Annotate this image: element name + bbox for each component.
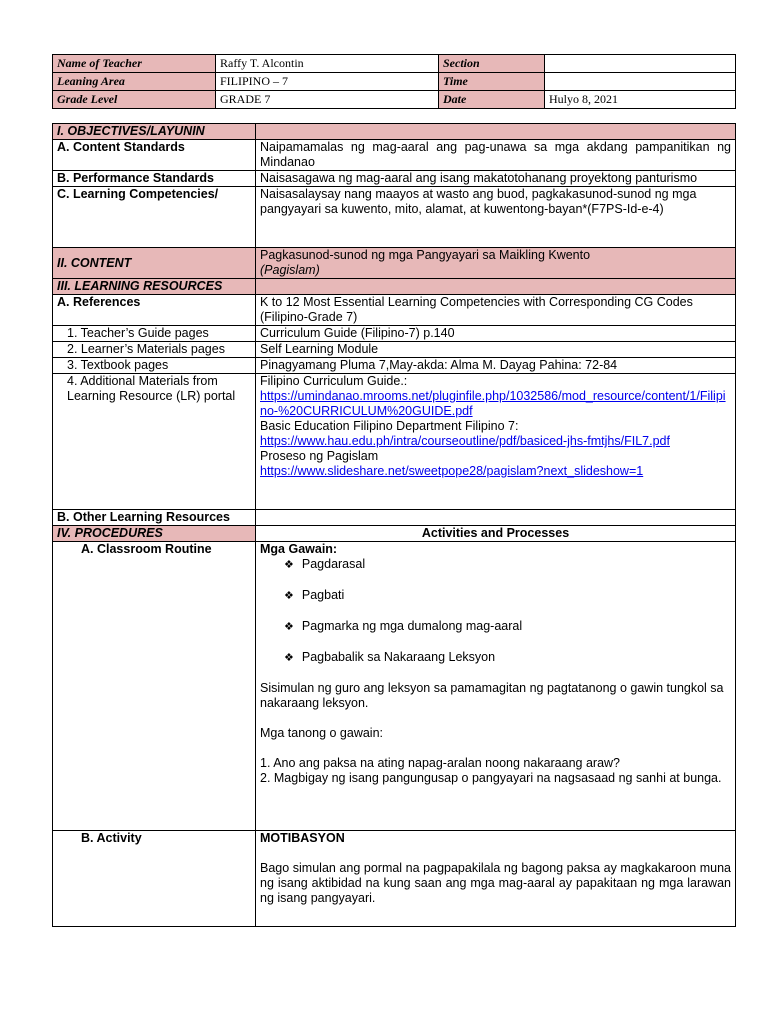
performance-standards-text: Naisasagawa ng mag-aaral ang isang makatotohanang proyektong panturismo bbox=[256, 171, 736, 187]
teachers-guide-text: Curriculum Guide (Filipino-7) p.140 bbox=[256, 326, 736, 342]
lr-link-3[interactable]: https://www.slideshare.net/sweetpope28/pagislam?next_slideshow=1 bbox=[260, 464, 644, 478]
resources-heading-blank bbox=[256, 279, 736, 295]
content-cell bbox=[256, 248, 736, 279]
list-item: ❖ Pagmarka ng mga dumalong mag-aaral bbox=[284, 619, 731, 635]
other-resources-text bbox=[256, 510, 736, 526]
references-text: K to 12 Most Essential Learning Competencies with Corresponding CG Codes (Filipino-Grade 7) bbox=[256, 295, 736, 326]
list-item: ❖ Pagbabalik sa Nakaraang Leksyon bbox=[284, 650, 731, 666]
table-row bbox=[53, 542, 736, 831]
section-label: Section bbox=[439, 55, 545, 73]
learning-area-label: Leaning Area bbox=[53, 73, 216, 91]
additional-materials-cell bbox=[256, 374, 736, 510]
content-text: Pagkasunod-sunod ng mga Pangyayari sa Maikling Kwento bbox=[260, 248, 591, 262]
lr-item-1: Filipino Curriculum Guide.: bbox=[260, 374, 408, 388]
table-row bbox=[53, 326, 736, 342]
header-row bbox=[53, 73, 736, 91]
header-row bbox=[53, 55, 736, 73]
content-heading: II. CONTENT bbox=[53, 248, 256, 279]
performance-standards-label: B. Performance Standards bbox=[53, 171, 256, 187]
header-row bbox=[53, 91, 736, 109]
table-row bbox=[53, 342, 736, 358]
table-row bbox=[53, 171, 736, 187]
other-resources-label: B. Other Learning Resources bbox=[53, 510, 256, 526]
activities-heading: Activities and Processes bbox=[256, 526, 736, 542]
time-value bbox=[545, 73, 736, 91]
routine-question-2: 2. Magbigay ng isang pangungusap o pangyayari na nagsasaad ng sanhi at bunga. bbox=[260, 771, 722, 785]
table-row bbox=[53, 358, 736, 374]
routine-questions-title: Mga tanong o gawain: bbox=[260, 726, 384, 740]
resources-heading-row bbox=[53, 279, 736, 295]
date-label: Date bbox=[439, 91, 545, 109]
grade-level-label: Grade Level bbox=[53, 91, 216, 109]
header-table bbox=[52, 54, 736, 109]
lr-item-3: Proseso ng Pagislam bbox=[260, 449, 379, 463]
date-value: Hulyo 8, 2021 bbox=[545, 91, 736, 109]
routine-intro: Sisimulan ng guro ang leksyon sa pamamagitan ng pagtatanong o gawin tungkol sa nakaraang leksyon. bbox=[260, 681, 724, 710]
table-row bbox=[53, 295, 736, 326]
additional-materials-label: 4. Additional Materials from Learning Resource (LR) portal bbox=[53, 374, 256, 510]
content-subtitle: (Pagislam) bbox=[260, 263, 320, 277]
routine-list bbox=[260, 557, 731, 666]
activity-title: MOTIBASYON bbox=[260, 831, 345, 845]
content-standards-label: A. Content Standards bbox=[53, 140, 256, 171]
learning-competencies-text: Naisasalaysay nang maayos at wasto ang buod, pagkakasunod-sunod ng mga pangyayari sa kuwento, mito, alamat, at kuwentong-bayan*(F7PS-Id-e-4) bbox=[256, 187, 736, 248]
grade-level-value: GRADE 7 bbox=[216, 91, 439, 109]
teachers-guide-label: 1. Teacher’s Guide pages bbox=[53, 326, 256, 342]
resources-heading: III. LEARNING RESOURCES bbox=[53, 279, 256, 295]
references-label: A. References bbox=[53, 295, 256, 326]
content-standards-text: Naipamamalas ng mag-aaral ang pag-unawa sa mga akdang pampanitikan ng Mindanao bbox=[256, 140, 736, 171]
content-row bbox=[53, 248, 736, 279]
learning-area-value: FILIPINO – 7 bbox=[216, 73, 439, 91]
table-row bbox=[53, 831, 736, 927]
classroom-routine-label: A. Classroom Routine bbox=[53, 542, 256, 831]
routine-question-1: 1. Ano ang paksa na ating napag-aralan noong nakaraang araw? bbox=[260, 756, 621, 770]
activity-text: Bago simulan ang pormal na pagpapakilala ng bagong paksa ay magkakaroon muna ng isang aktibidad na kung saan ang mga mag-aaral ay papakitaan ng mga larawan ng isang pangyayari. bbox=[260, 861, 731, 905]
list-item: ❖ Pagbati bbox=[284, 588, 731, 604]
teacher-name-label: Name of Teacher bbox=[53, 55, 216, 73]
table-row bbox=[53, 510, 736, 526]
learners-materials-label: 2. Learner’s Materials pages bbox=[53, 342, 256, 358]
activity-label: B. Activity bbox=[53, 831, 256, 927]
classroom-routine-cell bbox=[256, 542, 736, 831]
objectives-heading-row bbox=[53, 124, 736, 140]
learners-materials-text: Self Learning Module bbox=[256, 342, 736, 358]
table-row bbox=[53, 140, 736, 171]
learning-competencies-label: C. Learning Competencies/ bbox=[53, 187, 256, 248]
objectives-heading: I. OBJECTIVES/LAYUNIN bbox=[53, 124, 256, 140]
lesson-plan-table bbox=[52, 123, 736, 927]
objectives-heading-blank bbox=[256, 124, 736, 140]
lr-item-2: Basic Education Filipino Department Filipino 7: bbox=[260, 419, 519, 433]
lr-link-2[interactable]: https://www.hau.edu.ph/intra/courseoutline/pdf/basiced-jhs-fmtjhs/FIL7.pdf bbox=[260, 434, 670, 448]
lr-link-1[interactable]: https://umindanao.mrooms.net/pluginfile.php/1032586/mod_resource/content/1/Filipino-%20CURRICULUM%20GUIDE.pdf bbox=[260, 389, 726, 418]
textbook-pages-label: 3. Textbook pages bbox=[53, 358, 256, 374]
table-row bbox=[53, 187, 736, 248]
activity-cell bbox=[256, 831, 736, 927]
procedures-heading: IV. PROCEDURES bbox=[53, 526, 256, 542]
teacher-name-value: Raffy T. Alcontin bbox=[216, 55, 439, 73]
time-label: Time bbox=[439, 73, 545, 91]
list-item: ❖ Pagdarasal bbox=[284, 557, 731, 573]
table-row bbox=[53, 374, 736, 510]
procedures-heading-row bbox=[53, 526, 736, 542]
section-value bbox=[545, 55, 736, 73]
textbook-pages-text: Pinagyamang Pluma 7,May-akda: Alma M. Dayag Pahina: 72-84 bbox=[256, 358, 736, 374]
routine-title: Mga Gawain: bbox=[260, 542, 338, 556]
